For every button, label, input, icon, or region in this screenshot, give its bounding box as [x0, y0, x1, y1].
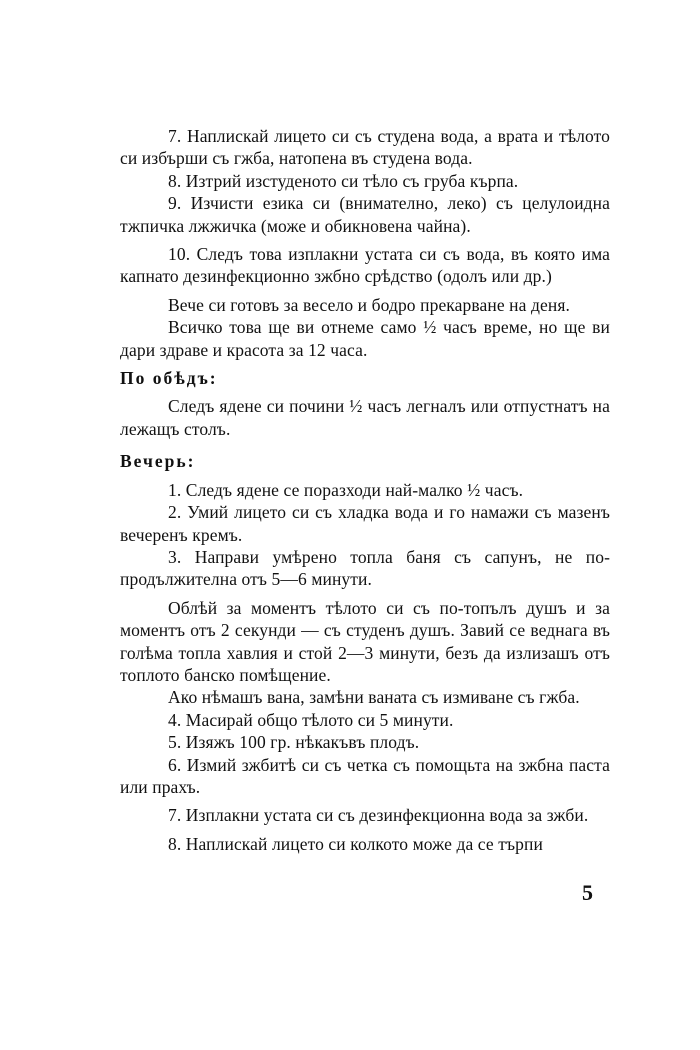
paragraph-evening-8: 8. Наплискай лицето си колкото може да се търпи — [168, 833, 543, 854]
paragraph-step-8: 8. Изтрий изстуденото си тѣло съ груба кърпа. — [168, 170, 519, 191]
paragraph-ready: Вече си готовъ за весело и бодро прекарване на деня. — [168, 294, 570, 315]
heading-evening: Вечерь: — [120, 451, 196, 472]
paragraph-evening-4: 4. Масирай общо тѣлото си 5 минути. — [168, 709, 454, 730]
paragraph-evening-6: 6. Измий зжбитѣ си съ четка съ помощьта на зжбна паста или прахъ. — [120, 754, 610, 797]
page-body — [120, 125, 610, 855]
paragraph-evening-no-bath: Ако нѣмашъ вана, замѣни ваната съ измиване съ гжба. — [168, 687, 580, 708]
paragraph-summary: Всичко това ще ви отнеме само ½ часъ време, но ще ви дари здраве и красота за 12 часа. — [120, 317, 610, 360]
paragraph-evening-shower: Облѣй за моментъ тѣлото си съ по-топълъ душъ и за моментъ отъ 2 секунди — съ студенъ душъ. Завий се веднага въ голѣма топла хавлия и стой 2—3 минути, безъ да излизашъ отъ топлото банско помѣщение. — [120, 597, 610, 685]
heading-lunch: По обѣдъ: — [120, 368, 218, 389]
paragraph-evening-5: 5. Изяжъ 100 гр. нѣкакъвъ плодъ. — [168, 732, 420, 753]
page-number: 5 — [582, 880, 593, 905]
paragraph-evening-3: 3. Направи умѣрено топла баня съ сапунъ, не по-продължителна отъ 5—6 минути. — [120, 546, 610, 590]
paragraph-evening-1: 1. Следъ ядене се поразходи най-малко ½ часъ. — [168, 479, 524, 500]
paragraph-evening-2: 2. Умий лицето си съ хладка вода и го намажи съ мазенъ вечеренъ кремъ. — [120, 502, 610, 545]
paragraph-step-10: 10. Следъ това изплакни устата си съ вода, въ която има капнато дезинфекционно зжбно срѣдство (одолъ или др.) — [120, 244, 610, 287]
paragraph-lunch-rest: Следъ ядене си почини ½ часъ легналъ или отпустнатъ на лежащъ столъ. — [120, 396, 610, 439]
paragraph-step-7: 7. Наплискай лицето си съ студена вода, а врата и тѣлото си избърши съ гжба, натопена въ студена вода. — [120, 126, 610, 169]
paragraph-step-9: 9. Изчисти езика си (внимателно, леко) съ целулоидна тжпичка лжжичка (може и обикновена чайна). — [120, 193, 610, 236]
paragraph-evening-7: 7. Изплакни устата си съ дезинфекционна вода за зжби. — [168, 805, 589, 826]
